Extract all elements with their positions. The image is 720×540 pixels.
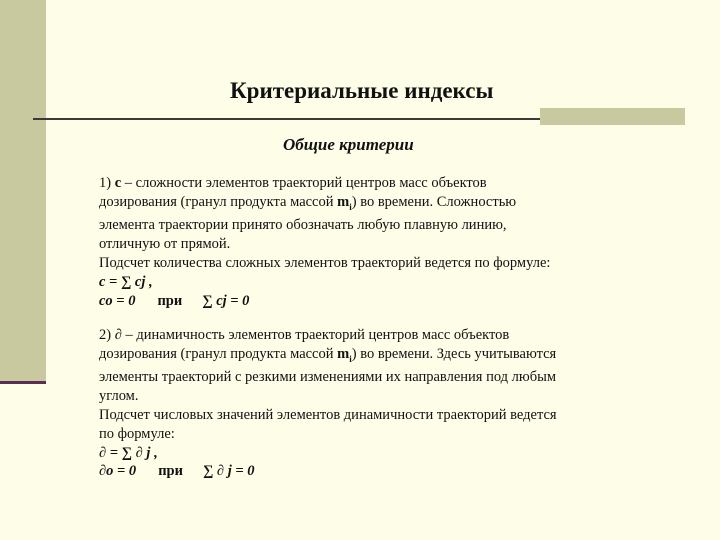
section1-line1-text: – сложности элементов траекторий центров масс объектов [121, 175, 487, 191]
section2-line5: Подсчет числовых значений элементов динамичности траекторий ведется [99, 407, 557, 424]
section1-line5: Подсчет количества сложных элементов траекторий ведется по формуле: [99, 255, 551, 272]
section1-mass-subscript: i [349, 201, 352, 212]
left-decor-line [0, 381, 46, 384]
section1-line1 [99, 174, 699, 193]
section2-line3: элементы траекторий с резкими изменениями их направления под любым [99, 369, 557, 386]
section2-symbol: ∂ [114, 327, 122, 343]
section1-formula2-mid: при [157, 292, 183, 309]
title-divider [33, 118, 540, 120]
slide-title: Критериальные индексы [230, 78, 494, 103]
section1-line2 [99, 193, 699, 217]
section2-line1 [99, 326, 699, 345]
section2-formula2 [99, 462, 699, 481]
section2-line4: углом. [99, 388, 139, 405]
section1-formula2-left: co = 0 [99, 292, 136, 309]
section2-formula2-right: ∑ ∂ j = 0 [202, 463, 255, 480]
section2-formula1: ∂ = ∑ ∂ j , [99, 444, 158, 461]
left-decor-bar [0, 0, 46, 383]
section1-line3: элемента траектории принято обозначать любую плавную линию, [99, 217, 507, 234]
section2-line2-start: дозирования (гранул продукта массой [99, 345, 338, 362]
section2-prefix: 2) [99, 327, 115, 343]
section2-formula2-mid: при [158, 463, 183, 480]
section1-line4: отличную от прямой. [99, 236, 231, 253]
section1-formula1: c = ∑ cj , [99, 273, 153, 290]
section2-line2-end: ) во времени. Здесь учитываются [351, 345, 557, 362]
section1-formula2-right: ∑ cj = 0 [202, 292, 250, 309]
section2-line1-text: – динамичность элементов траекторий центров масс объектов [121, 327, 510, 343]
section1-formula2 [99, 292, 699, 311]
divider-decor-block [540, 108, 685, 125]
section2-line2 [99, 345, 699, 369]
slide-subtitle: Общие критерии [283, 135, 414, 154]
section-dynamics [99, 326, 699, 481]
section-complexity [99, 174, 699, 310]
section1-line2-start: дозирования (гранул продукта массой [99, 193, 338, 210]
section2-line6: по формуле: [99, 425, 175, 442]
section1-mass-symbol: m [337, 193, 350, 210]
section1-prefix: 1) [99, 175, 115, 191]
section1-line2-end: ) во времени. Сложностью [351, 193, 517, 210]
section2-mass-symbol: m [337, 345, 350, 362]
section1-symbol: c [114, 175, 122, 191]
section2-mass-subscript: i [349, 353, 352, 364]
section2-formula2-left: ∂o = 0 [99, 463, 137, 480]
